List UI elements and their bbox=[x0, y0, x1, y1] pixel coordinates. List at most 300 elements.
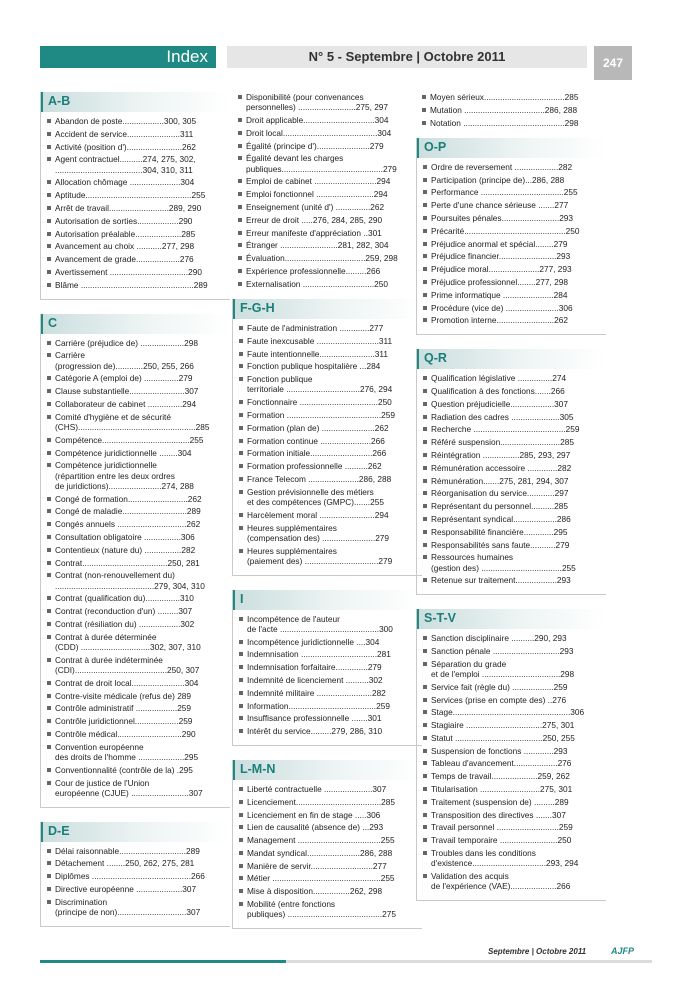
index-entry bbox=[47, 350, 230, 370]
index-entry-text: (CDI)........................................250, 307 bbox=[55, 664, 200, 675]
index-entry bbox=[47, 241, 230, 251]
index-entry-text: Mobilité (entre fonctions bbox=[247, 899, 336, 910]
index-entry bbox=[47, 545, 230, 555]
index-entry bbox=[239, 474, 422, 484]
index-entry bbox=[47, 519, 230, 529]
index-entry bbox=[47, 716, 230, 726]
index-section bbox=[232, 92, 422, 289]
index-entry bbox=[423, 412, 606, 422]
index-entry bbox=[239, 675, 422, 685]
index-section bbox=[40, 92, 230, 300]
index-entry-text: Détachement ........250, 262, 275, 281 bbox=[55, 858, 195, 869]
index-entry-text: Temps de travail....................259, 262 bbox=[431, 771, 570, 782]
index-entry bbox=[239, 523, 422, 543]
index-entry-text: Mise à disposition................262, 298 bbox=[247, 886, 383, 897]
index-entry-text: Participation (principe de)...286, 288 bbox=[431, 174, 565, 185]
index-entry-text: Blâme .................................................289 bbox=[55, 279, 208, 290]
index-entry-text: Compétence juridictionnelle ........304 bbox=[55, 447, 192, 458]
index-entry bbox=[47, 606, 230, 616]
index-entry bbox=[47, 729, 230, 739]
index-entry bbox=[47, 765, 230, 775]
page-number-box bbox=[594, 46, 632, 80]
index-entry bbox=[47, 254, 230, 264]
index-entry-text: Erreur de droit .....276, 284, 285, 290 bbox=[246, 214, 383, 225]
index-entry-text: Information......................................259 bbox=[247, 700, 390, 711]
index-entry bbox=[47, 177, 230, 187]
index-entry bbox=[422, 118, 606, 128]
index-entry-text: Tableau d'avancement...................276 bbox=[431, 758, 572, 769]
index-entry-text: Arrêt de travail..........................289, 290 bbox=[55, 202, 202, 213]
index-entry-text: Représentant du personnel..........285 bbox=[431, 501, 568, 512]
index-entry bbox=[47, 655, 230, 675]
index-entry-text: Compétence juridictionnelle bbox=[55, 460, 157, 471]
index-entry-text: Référé suspension..........................285 bbox=[431, 437, 574, 448]
section-heading-bar bbox=[41, 92, 230, 112]
index-entry-text: Ressources humaines bbox=[431, 552, 514, 563]
index-entry-text: Stagiaire .................................275, 301 bbox=[431, 720, 575, 731]
index-entry-text: Activité (position d')........................262 bbox=[55, 141, 196, 152]
index-entry bbox=[423, 162, 606, 172]
index-entry bbox=[423, 213, 606, 223]
index-entry-text: Incompétence juridictionnelle ....304 bbox=[247, 636, 380, 647]
index-section bbox=[40, 822, 230, 927]
section-heading: O-P bbox=[424, 139, 447, 154]
index-entry bbox=[239, 713, 422, 723]
index-entry bbox=[239, 487, 422, 507]
index-entry bbox=[239, 886, 422, 896]
index-entry bbox=[239, 410, 422, 420]
index-entry-text: Préjudice financier.........................293 bbox=[431, 251, 571, 262]
index-entry bbox=[239, 546, 422, 566]
footer-gray-bar bbox=[286, 960, 652, 963]
index-entry-text: territoriale ................................276, 294 bbox=[247, 384, 393, 395]
section-heading: Q-R bbox=[424, 351, 447, 366]
index-entry bbox=[239, 899, 422, 919]
index-entry bbox=[423, 463, 606, 473]
index-entry-text: Compétence......................................255 bbox=[55, 434, 204, 445]
index-section bbox=[416, 138, 606, 335]
index-entry bbox=[423, 399, 606, 409]
index-entry-text: Comité d'hygiène et de sécurité bbox=[55, 411, 171, 422]
index-entry-text: Congé de formation..........................262 bbox=[55, 493, 202, 504]
index-entry-text: Manière de servir...........................277 bbox=[247, 860, 387, 871]
index-entry-text: Mutation ...................................286, 288 bbox=[430, 104, 578, 115]
index-entry bbox=[423, 437, 606, 447]
index-entry-text: Agent contractuel..........274, 275, 302, bbox=[55, 154, 196, 165]
index-entry bbox=[423, 501, 606, 511]
index-entry bbox=[423, 303, 606, 313]
index-entry bbox=[47, 884, 230, 894]
index-entry-text: Contrat (non-renouvellement du) bbox=[55, 570, 175, 581]
index-entry-text: Autorisation de sorties..................290 bbox=[55, 215, 193, 226]
index-entry-text: (compensation des) .......................279 bbox=[247, 532, 390, 543]
index-entry-text: Cour de justice de l'Union bbox=[55, 777, 150, 788]
index-entry-text: personnelles) .........................275, 297 bbox=[246, 102, 389, 113]
section-heading-bar bbox=[41, 314, 230, 334]
index-entry-text: Harcèlement moral ........................294 bbox=[247, 509, 389, 520]
index-entry-text: Prime informatique ......................284 bbox=[431, 289, 568, 300]
index-entry-text: d'existence................................293, 294 bbox=[431, 858, 579, 869]
index-entry-text: Lien de causalité (absence de) ...293 bbox=[247, 822, 384, 833]
index-entry-text: Moyen sérieux...................................285 bbox=[430, 92, 579, 102]
index-entry-text: Intérêt du service.........279, 286, 310 bbox=[247, 726, 383, 737]
index-entry-text: Directive européenne ....................307 bbox=[55, 883, 197, 894]
index-entry-text: Contrat à durée déterminée bbox=[55, 631, 157, 642]
index-entry bbox=[423, 633, 606, 643]
section-heading-bar bbox=[417, 349, 606, 369]
index-entry-text: Retenue sur traitement..................293 bbox=[431, 575, 571, 586]
index-entry-text: Préjudice professionnel........277, 298 bbox=[431, 276, 568, 287]
index-entry bbox=[47, 399, 230, 409]
index-entry-text: Service fait (règle du) ..................259 bbox=[431, 681, 568, 692]
index-entry bbox=[423, 315, 606, 325]
index-entry bbox=[47, 142, 230, 152]
index-entry bbox=[239, 662, 422, 672]
index-entry-text: Droit applicable...............................304 bbox=[246, 115, 389, 125]
index-entry bbox=[47, 532, 230, 542]
index-entry bbox=[47, 435, 230, 445]
index-entry bbox=[423, 239, 606, 249]
index-entry bbox=[423, 575, 606, 585]
index-entry-text: Management ....................................255 bbox=[247, 835, 395, 846]
index-entry-text: Qualification législative ...............274 bbox=[431, 373, 567, 384]
index-entry bbox=[423, 552, 606, 572]
section-heading: D-E bbox=[48, 823, 70, 838]
index-entry-text: européenne (CJUE) .........................307 bbox=[55, 787, 203, 798]
index-entry-text: Mandat syndical.......................286, 288 bbox=[247, 847, 393, 858]
section-heading-bar bbox=[41, 822, 230, 842]
index-entry-text: Convention européenne bbox=[55, 741, 144, 752]
index-entry-text: Formation continue ......................266 bbox=[247, 435, 385, 446]
index-entry bbox=[423, 450, 606, 460]
index-section bbox=[232, 590, 422, 746]
index-entry-text: Responsabilité financière.............295 bbox=[431, 526, 568, 537]
section-heading: I bbox=[240, 591, 244, 606]
index-entry-text: Contentieux (nature du) ................282 bbox=[55, 544, 196, 555]
index-entry-text: Rémunération.......275, 281, 294, 307 bbox=[431, 475, 569, 486]
index-entry-text: Préjudice moral......................277, 293 bbox=[431, 264, 572, 275]
index-entry bbox=[423, 264, 606, 274]
index-entry bbox=[423, 720, 606, 730]
index-entry-text: Incompétence de l'auteur bbox=[247, 613, 340, 624]
index-entry bbox=[423, 707, 606, 717]
page-number: 247 bbox=[602, 56, 624, 70]
index-entry-text: Insuffisance professionnelle .......301 bbox=[247, 713, 382, 724]
index-entry bbox=[239, 649, 422, 659]
index-entry-text: Erreur manifeste d'appréciation ..301 bbox=[246, 227, 382, 238]
index-entry bbox=[423, 758, 606, 768]
index-entry bbox=[47, 691, 230, 701]
index-entry-text: et de l'emploi ..................................298 bbox=[431, 668, 575, 679]
index-entry-text: Avancement au choix ...........277, 298 bbox=[55, 241, 195, 252]
index-entry bbox=[423, 682, 606, 692]
index-entry-text: Titularisation ..........................275, 301 bbox=[431, 784, 573, 795]
index-entry bbox=[423, 871, 606, 891]
index-column-2 bbox=[232, 92, 422, 943]
index-entry bbox=[239, 701, 422, 711]
issue-title: N° 5 - Septembre | Octobre 2011 bbox=[308, 49, 506, 64]
index-entry-text: (principe de non)..............................307 bbox=[55, 906, 201, 917]
index-column-1 bbox=[40, 92, 230, 941]
index-entry-text: Accident de service.......................311 bbox=[55, 128, 194, 139]
index-entry-text: (gestion des) ...................................255 bbox=[431, 562, 576, 573]
index-entry-text: Validation des acquis bbox=[431, 871, 509, 882]
index-entry bbox=[238, 266, 422, 276]
index-entry-text: Avertissement ..................................290 bbox=[55, 266, 202, 277]
index-entry bbox=[423, 659, 606, 679]
index-entry bbox=[47, 742, 230, 762]
index-entry-text: Heures supplémentaires bbox=[247, 545, 337, 556]
index-entry bbox=[47, 373, 230, 383]
index-entry bbox=[423, 251, 606, 261]
index-entry bbox=[47, 280, 230, 290]
index-column-3 bbox=[416, 92, 606, 915]
index-entry bbox=[239, 323, 422, 333]
index-entry-text: Congé de maladie............................289 bbox=[55, 506, 201, 517]
index-entry bbox=[423, 540, 606, 550]
index-entry bbox=[47, 678, 230, 688]
index-entry-text: Indemnité militaire ........................282 bbox=[247, 687, 386, 698]
index-section bbox=[232, 760, 422, 929]
index-entry bbox=[47, 116, 230, 126]
index-entry bbox=[238, 189, 422, 199]
index-entry-text: Recherche ........................................259 bbox=[431, 424, 580, 435]
index-entry-text: Formation initiale...........................266 bbox=[247, 448, 387, 459]
index-entry-text: Aptitude..............................................255 bbox=[55, 190, 206, 201]
index-entry-text: ...........................................279, 304, 310 bbox=[55, 580, 205, 591]
index-entry bbox=[423, 290, 606, 300]
index-entry-text: de l'expérience (VAE)....................266 bbox=[431, 881, 571, 892]
index-entry-text: Indemnisation forfaitaire..............279 bbox=[247, 662, 382, 673]
index-entry bbox=[423, 514, 606, 524]
index-entry bbox=[423, 810, 606, 820]
index-entry-text: Services (prise en compte des) ..276 bbox=[431, 694, 567, 705]
index-entry-text: Carrière (préjudice de) ...................298 bbox=[55, 337, 198, 348]
index-entry bbox=[423, 200, 606, 210]
index-entry bbox=[238, 215, 422, 225]
index-entry-text: Formation professionnelle ..........262 bbox=[247, 461, 382, 472]
index-entry-text: Évaluation...................................259, 298 bbox=[246, 253, 398, 264]
index-entry-text: Égalité (principe d').......................279 bbox=[246, 140, 384, 151]
index-entry-text: Diplômes ...........................................266 bbox=[55, 871, 205, 882]
index-entry bbox=[422, 105, 606, 115]
index-entry-text: Discrimination bbox=[55, 896, 108, 907]
index-entry bbox=[239, 861, 422, 871]
section-heading: S-T-V bbox=[424, 611, 456, 626]
index-entry bbox=[238, 279, 422, 289]
index-entry-text: Licenciement.....................................285 bbox=[247, 796, 396, 807]
index-section bbox=[40, 314, 230, 808]
index-entry bbox=[47, 129, 230, 139]
index-entry-text: Licenciement en fin de stage .....306 bbox=[247, 809, 381, 820]
index-entry bbox=[423, 835, 606, 845]
index-entry bbox=[47, 558, 230, 568]
index-entry bbox=[423, 848, 606, 868]
index-entry bbox=[47, 570, 230, 590]
index-entry-text: Représentant syndical...................286 bbox=[431, 513, 571, 524]
index-section bbox=[232, 299, 422, 576]
index-entry bbox=[423, 822, 606, 832]
index-entry bbox=[239, 637, 422, 647]
index-entry-text: Disponibilité (pour convenances bbox=[246, 92, 364, 102]
index-entry bbox=[239, 797, 422, 807]
index-entry bbox=[47, 154, 230, 174]
index-section bbox=[416, 92, 606, 128]
index-entry-text: Étranger .........................281, 282, 304 bbox=[246, 240, 389, 251]
index-entry-text: Indemnisation .................................281 bbox=[247, 649, 391, 660]
index-entry bbox=[423, 771, 606, 781]
footer-logo: AJFP bbox=[611, 946, 635, 956]
index-entry bbox=[47, 448, 230, 458]
index-entry bbox=[47, 858, 230, 868]
index-entry-text: Radiation des cadres .....................305 bbox=[431, 411, 574, 422]
index-entry-text: Formation .........................................259 bbox=[247, 409, 396, 420]
index-entry-text: Expérience professionnelle.........266 bbox=[246, 265, 381, 276]
index-entry-text: Métier ...............................................255 bbox=[247, 873, 395, 884]
footer-issue: Septembre | Octobre 2011 bbox=[488, 947, 587, 956]
index-entry bbox=[423, 476, 606, 486]
index-entry-text: Contrat.....................................250, 281 bbox=[55, 557, 200, 568]
index-entry-text: Droit local.........................................304 bbox=[246, 127, 392, 138]
index-label: Index bbox=[166, 47, 208, 66]
index-entry-text: Contrôle administratif ..................259 bbox=[55, 703, 192, 714]
index-entry-text: Travail personnel ...........................259 bbox=[431, 822, 573, 833]
index-entry bbox=[239, 349, 422, 359]
index-entry-text: Sanction disciplinaire ..........290, 293 bbox=[431, 633, 567, 644]
issue-title-bar bbox=[227, 46, 587, 68]
index-entry-text: Ordre de reversement ...................282 bbox=[431, 161, 573, 172]
index-entry-text: Promotion interne.........................262 bbox=[431, 315, 568, 326]
index-entry-text: Réorganisation du service............297 bbox=[431, 488, 569, 499]
index-entry-text: Contrat (résiliation du) ..................302 bbox=[55, 618, 195, 629]
index-entry-text: Emploi de cabinet ...........................294 bbox=[246, 176, 391, 187]
index-entry-text: Abandon de poste..................300, 305 bbox=[55, 116, 197, 126]
index-entry-text: Précarité............................................250 bbox=[431, 225, 580, 236]
index-entry-text: Rémunération accessoire .............282 bbox=[431, 462, 572, 473]
index-entry bbox=[47, 386, 230, 396]
index-section-tab bbox=[40, 46, 216, 68]
index-entry-text: Conventionnalité (contrôle de la) .295 bbox=[55, 764, 193, 775]
index-entry bbox=[239, 423, 422, 433]
index-entry bbox=[239, 726, 422, 736]
index-entry-text: Liberté contractuelle .....................307 bbox=[247, 783, 387, 794]
index-entry-text: Gestion prévisionnelle des métiers bbox=[247, 486, 374, 497]
index-entry bbox=[239, 397, 422, 407]
index-entry-text: publiques) .........................................275 bbox=[247, 909, 396, 920]
index-entry bbox=[423, 695, 606, 705]
index-entry bbox=[47, 846, 230, 856]
index-entry-text: Faute de l'administration .............277 bbox=[247, 322, 384, 333]
index-entry bbox=[423, 784, 606, 794]
index-entry-text: Qualification à des fonctions.......266 bbox=[431, 385, 565, 396]
index-entry bbox=[423, 797, 606, 807]
index-entry bbox=[239, 614, 422, 634]
section-heading: F-G-H bbox=[240, 300, 275, 315]
index-entry bbox=[239, 510, 422, 520]
index-entry bbox=[423, 373, 606, 383]
index-entry-text: Délai raisonnable.............................289 bbox=[55, 845, 200, 856]
index-entry bbox=[47, 593, 230, 603]
footer-accent-bar bbox=[40, 960, 286, 963]
index-entry bbox=[238, 176, 422, 186]
index-entry-text: Travail temporaire .........................250 bbox=[431, 835, 572, 846]
index-entry-text: Allocation chômage ......................304 bbox=[55, 177, 195, 188]
index-entry-text: de l'acte ...........................................300 bbox=[247, 623, 393, 634]
index-entry bbox=[239, 448, 422, 458]
index-entry bbox=[423, 277, 606, 287]
index-entry-text: Collaborateur de cabinet ...............294 bbox=[55, 398, 197, 409]
index-entry bbox=[47, 871, 230, 881]
index-entry-text: Sanction pénale .............................293 bbox=[431, 645, 574, 656]
index-entry bbox=[239, 835, 422, 845]
index-entry-text: Faute inexcusable ...........................311 bbox=[247, 335, 393, 346]
index-entry bbox=[423, 733, 606, 743]
index-entry-text: de juridictions).......................274, 288 bbox=[55, 480, 194, 491]
index-entry bbox=[238, 202, 422, 212]
section-heading-bar bbox=[417, 138, 606, 158]
index-entry bbox=[239, 848, 422, 858]
index-entry-text: (répartition entre les deux ordres bbox=[55, 470, 175, 481]
index-section bbox=[416, 349, 606, 595]
index-entry bbox=[239, 361, 422, 371]
index-entry bbox=[47, 778, 230, 798]
index-entry bbox=[239, 461, 422, 471]
index-entry-text: Fonctionnaire ..................................250 bbox=[247, 397, 392, 408]
index-entry bbox=[423, 424, 606, 434]
index-entry-text: Perte d'une chance sérieuse .......277 bbox=[431, 200, 569, 211]
index-entry bbox=[239, 336, 422, 346]
index-entry bbox=[239, 822, 422, 832]
index-entry-text: (CHS)...................................................285 bbox=[55, 421, 210, 432]
index-entry-text: Fonction publique hospitalière ...284 bbox=[247, 361, 381, 372]
index-entry bbox=[238, 115, 422, 125]
index-entry bbox=[47, 203, 230, 213]
index-entry-text: et des compétences (GMPC).......255 bbox=[247, 496, 384, 507]
index-entry bbox=[238, 253, 422, 263]
index-entry bbox=[47, 190, 230, 200]
index-entry-text: des droits de l'homme ....................295 bbox=[55, 751, 199, 762]
index-entry-text: Consultation obligatoire ................306 bbox=[55, 531, 195, 542]
section-heading: C bbox=[48, 315, 58, 330]
index-entry bbox=[423, 746, 606, 756]
index-entry-text: Réintégration ................285, 293, 297 bbox=[431, 449, 571, 460]
index-section bbox=[416, 609, 606, 901]
index-entry-text: Notation ............................................298 bbox=[430, 117, 579, 128]
index-entry-text: Faute intentionnelle........................311 bbox=[247, 348, 388, 359]
index-entry bbox=[47, 338, 230, 348]
index-entry-text: Question préjudicielle...................307 bbox=[431, 398, 568, 409]
index-entry-text: Fonction publique bbox=[247, 374, 313, 385]
index-entry-text: Contre-visite médicale (refus de) 289 bbox=[55, 690, 192, 701]
index-entry bbox=[423, 488, 606, 498]
index-entry bbox=[238, 228, 422, 238]
index-entry bbox=[239, 810, 422, 820]
index-entry-text: Contrôle juridictionnel...................259 bbox=[55, 716, 193, 727]
index-entry bbox=[47, 619, 230, 629]
index-entry bbox=[423, 646, 606, 656]
index-entry bbox=[47, 494, 230, 504]
index-entry-text: Externalisation ...............................250 bbox=[246, 278, 389, 289]
index-entry-text: Stage...................................................306 bbox=[431, 707, 585, 718]
index-entry bbox=[47, 412, 230, 432]
index-entry bbox=[47, 632, 230, 652]
section-heading-bar bbox=[417, 609, 606, 629]
index-entry bbox=[238, 141, 422, 151]
index-entry bbox=[239, 688, 422, 698]
index-entry-text: Préjudice anormal et spécial........279 bbox=[431, 238, 568, 249]
index-entry-text: Contrôle médical............................290 bbox=[55, 728, 196, 739]
index-entry-text: Contrat (qualification du)...............310 bbox=[55, 593, 194, 604]
